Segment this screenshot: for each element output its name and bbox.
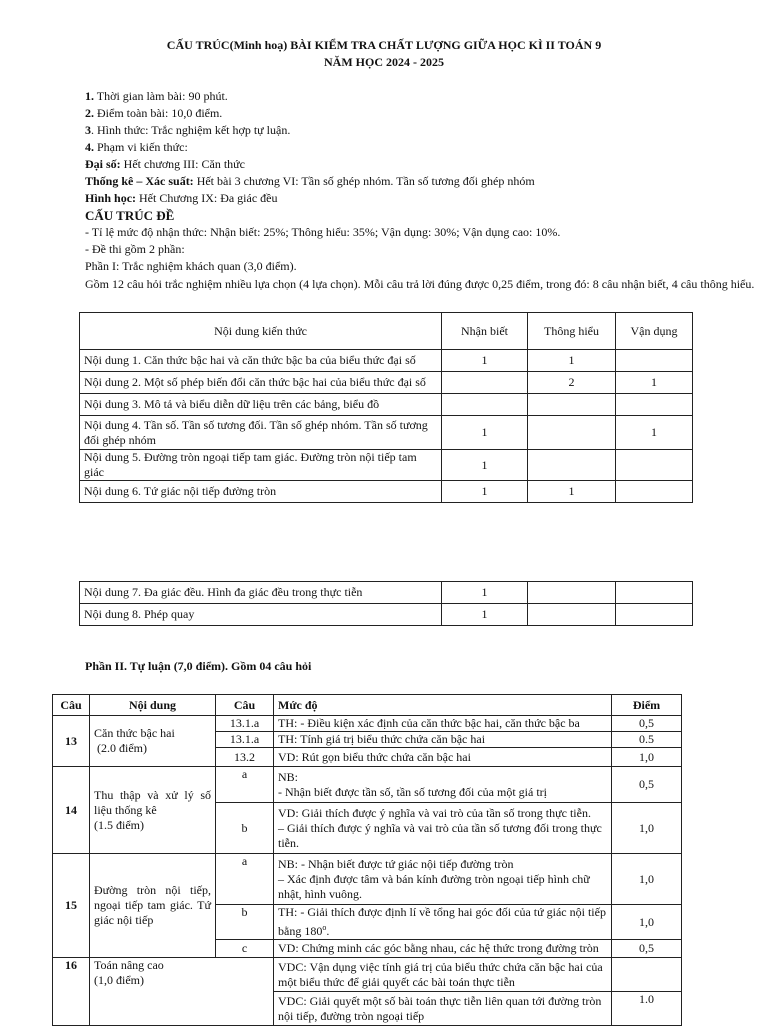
level-description: VD: Giải thích được ý nghĩa và vai trò của tần số trong thực tiễn. – Giải thích được ý nghĩa và vai trò của tần số tương đối trong thực tiễn. <box>274 803 612 854</box>
table-row <box>80 394 693 416</box>
document-title: CẤU TRÚC(Minh hoạ) BÀI KIỂM TRA CHẤT LƯỢNG GIỮA HỌC KÌ II TOÁN 9 <box>166 38 602 52</box>
row-nb <box>442 394 528 416</box>
score: 1,0 <box>612 854 682 905</box>
table-row <box>80 604 693 626</box>
subquestion: b <box>216 905 274 940</box>
row-content: Nội dung 4. Tần số. Tần số tương đối. Tần số ghép nhóm. Tần số tương đối ghép nhóm <box>80 416 442 450</box>
level-description: NB: - Nhận biết được tần số, tần số tương đối của một giá trị <box>274 767 612 803</box>
row-nb: 1 <box>442 350 528 372</box>
score: 1,0 <box>612 748 682 767</box>
essay-table <box>52 694 682 1026</box>
row-nb: 1 <box>442 582 528 604</box>
part1-description: Gồm 12 câu hỏi trắc nghiệm nhiều lựa chọn (4 lựa chọn). Mỗi câu trả lời đúng được 0,25 điểm, trong đó: 8 câu nhận biết, 4 câu thông hiểu. <box>85 277 755 291</box>
subquestion: b <box>216 803 274 854</box>
subquestion: c <box>216 940 274 958</box>
row-th <box>528 582 616 604</box>
subquestion: a <box>216 854 274 905</box>
level-description: TH: - Điều kiện xác định của căn thức bậc hai, căn thức bậc ba <box>274 716 612 732</box>
row-nb: 1 <box>442 481 528 503</box>
question-number: 13 <box>53 716 90 767</box>
row-vd <box>616 604 693 626</box>
scope-algebra: Đại số: Hết chương III: Căn thức <box>85 157 245 171</box>
part2-heading: Phần II. Tự luận (7,0 điểm). Gồm 04 câu hỏi <box>85 659 312 673</box>
score <box>612 958 682 992</box>
subquestion: 13.2 <box>216 748 274 767</box>
part1-heading: Phần I: Trắc nghiệm khách quan (3,0 điểm). <box>85 259 297 273</box>
table-row <box>53 958 682 992</box>
score: 0,5 <box>612 767 682 803</box>
row-vd: 1 <box>616 372 693 394</box>
info-time: 1. Thời gian làm bài: 90 phút. <box>85 89 228 103</box>
row-th <box>528 604 616 626</box>
row-content: Nội dung 5. Đường tròn ngoại tiếp tam giác. Đường tròn nội tiếp tam giác <box>80 450 442 481</box>
info-score: 2. Điểm toàn bài: 10,0 điểm. <box>85 106 223 120</box>
col-header-content: Nội dung <box>90 695 216 716</box>
level-description: VD: Chứng minh các góc bằng nhau, các hệ thức trong đường tròn <box>274 940 612 958</box>
row-vd: 1 <box>616 416 693 450</box>
col-header-content: Nội dung kiến thức <box>80 313 442 350</box>
structure-parts: - Đề thi gồm 2 phần: <box>85 242 185 256</box>
level-description: VD: Rút gọn biểu thức chứa căn bậc hai <box>274 748 612 767</box>
row-vd <box>616 450 693 481</box>
structure-heading: CẤU TRÚC ĐỀ <box>85 208 175 223</box>
col-header-score: Điểm <box>612 695 682 716</box>
question-number: 15 <box>53 854 90 958</box>
row-th: 1 <box>528 481 616 503</box>
question-content: Đường tròn nội tiếp, ngoại tiếp tam giác. Tứ giác nội tiếp <box>90 854 216 958</box>
level-description: TH: - Giải thích được định lí về tổng hai góc đối của tứ giác nội tiếp bằng 180$^o$. <box>274 905 612 940</box>
row-vd <box>616 481 693 503</box>
table-row <box>80 372 693 394</box>
row-th <box>528 450 616 481</box>
row-content: Nội dung 6. Tứ giác nội tiếp đường tròn <box>80 481 442 503</box>
col-header-vd: Vận dụng <box>616 313 693 350</box>
row-vd <box>616 582 693 604</box>
col-header-question: Câu <box>53 695 90 716</box>
row-content: Nội dung 1. Căn thức bậc hai và căn thức bậc ba của biểu thức đại số <box>80 350 442 372</box>
question-content: Toán nâng cao (1,0 điểm) <box>90 958 274 1026</box>
structure-ratio: - Tỉ lệ mức độ nhận thức: Nhận biết: 25%; Thông hiểu: 35%; Vận dụng: 30%; Vận dụng cao: 10%. <box>85 225 561 239</box>
row-content: Nội dung 8. Phép quay <box>80 604 442 626</box>
knowledge-table <box>79 312 693 503</box>
row-content: Nội dung 7. Đa giác đều. Hình đa giác đều trong thực tiễn <box>80 582 442 604</box>
row-th: 1 <box>528 350 616 372</box>
table-header-row <box>53 695 682 716</box>
info-format: 3. Hình thức: Trắc nghiệm kết hợp tự luận. <box>85 123 291 137</box>
row-nb: 1 <box>442 416 528 450</box>
col-header-level: Mức độ <box>274 695 612 716</box>
table-row <box>80 450 693 481</box>
school-year: NĂM HỌC 2024 - 2025 <box>324 55 444 69</box>
knowledge-table-continued <box>79 581 693 626</box>
level-description: TH: Tính giá trị biểu thức chứa căn bậc hai <box>274 732 612 748</box>
row-vd <box>616 394 693 416</box>
level-description: VDC: Vận dụng việc tính giá trị của biểu thức chứa căn bậc hai của một biểu thức để giải quyết các bài toán thực tiễn <box>274 958 612 992</box>
row-content: Nội dung 3. Mô tả và biểu diễn dữ liệu trên các bảng, biểu đồ <box>80 394 442 416</box>
question-number: 16 <box>53 958 90 1026</box>
table-row <box>53 854 682 905</box>
subquestion: a <box>216 767 274 803</box>
row-th <box>528 394 616 416</box>
row-th <box>528 416 616 450</box>
table-row <box>80 350 693 372</box>
col-header-nb: Nhận biết <box>442 313 528 350</box>
col-header-subquestion: Câu <box>216 695 274 716</box>
row-content: Nội dung 2. Một số phép biến đổi căn thức bậc hai của biểu thức đại số <box>80 372 442 394</box>
table-row <box>80 582 693 604</box>
row-nb <box>442 372 528 394</box>
score: 0,5 <box>612 716 682 732</box>
score: 1,0 <box>612 803 682 854</box>
table-row <box>80 416 693 450</box>
scope-geometry: Hình học: Hết Chương IX: Đa giác đều <box>85 191 278 205</box>
level-description: VDC: Giải quyết một số bài toán thực tiễn liên quan tới đường tròn nội tiếp, đường tròn ngoại tiếp <box>274 992 612 1026</box>
subquestion: 13.1.a <box>216 716 274 732</box>
row-vd <box>616 350 693 372</box>
score: 0,5 <box>612 940 682 958</box>
subquestion: 13.1.a <box>216 732 274 748</box>
score: 1,0 <box>612 905 682 940</box>
row-th: 2 <box>528 372 616 394</box>
table-row <box>80 481 693 503</box>
question-content: Căn thức bậc hai (2.0 điểm) <box>90 716 216 767</box>
level-description: NB: - Nhận biết được tứ giác nội tiếp đường tròn – Xác định được tâm và bán kính đường tròn ngoại tiếp hình chữ nhật, hình vuông. <box>274 854 612 905</box>
question-number: 14 <box>53 767 90 854</box>
scope-statistics: Thống kê – Xác suất: Hết bài 3 chương VI: Tần số ghép nhóm. Tần số tương đối ghép nhóm <box>85 174 535 188</box>
table-row <box>53 716 682 732</box>
score: 1.0 <box>612 992 682 1026</box>
row-nb: 1 <box>442 604 528 626</box>
table-row <box>53 767 682 803</box>
score: 0.5 <box>612 732 682 748</box>
row-nb: 1 <box>442 450 528 481</box>
col-header-th: Thông hiểu <box>528 313 616 350</box>
question-content: Thu thập và xử lý số liệu thống kê (1.5 điểm) <box>90 767 216 854</box>
info-scope: 4. Phạm vi kiến thức: <box>85 140 188 154</box>
table-header-row <box>80 313 693 350</box>
